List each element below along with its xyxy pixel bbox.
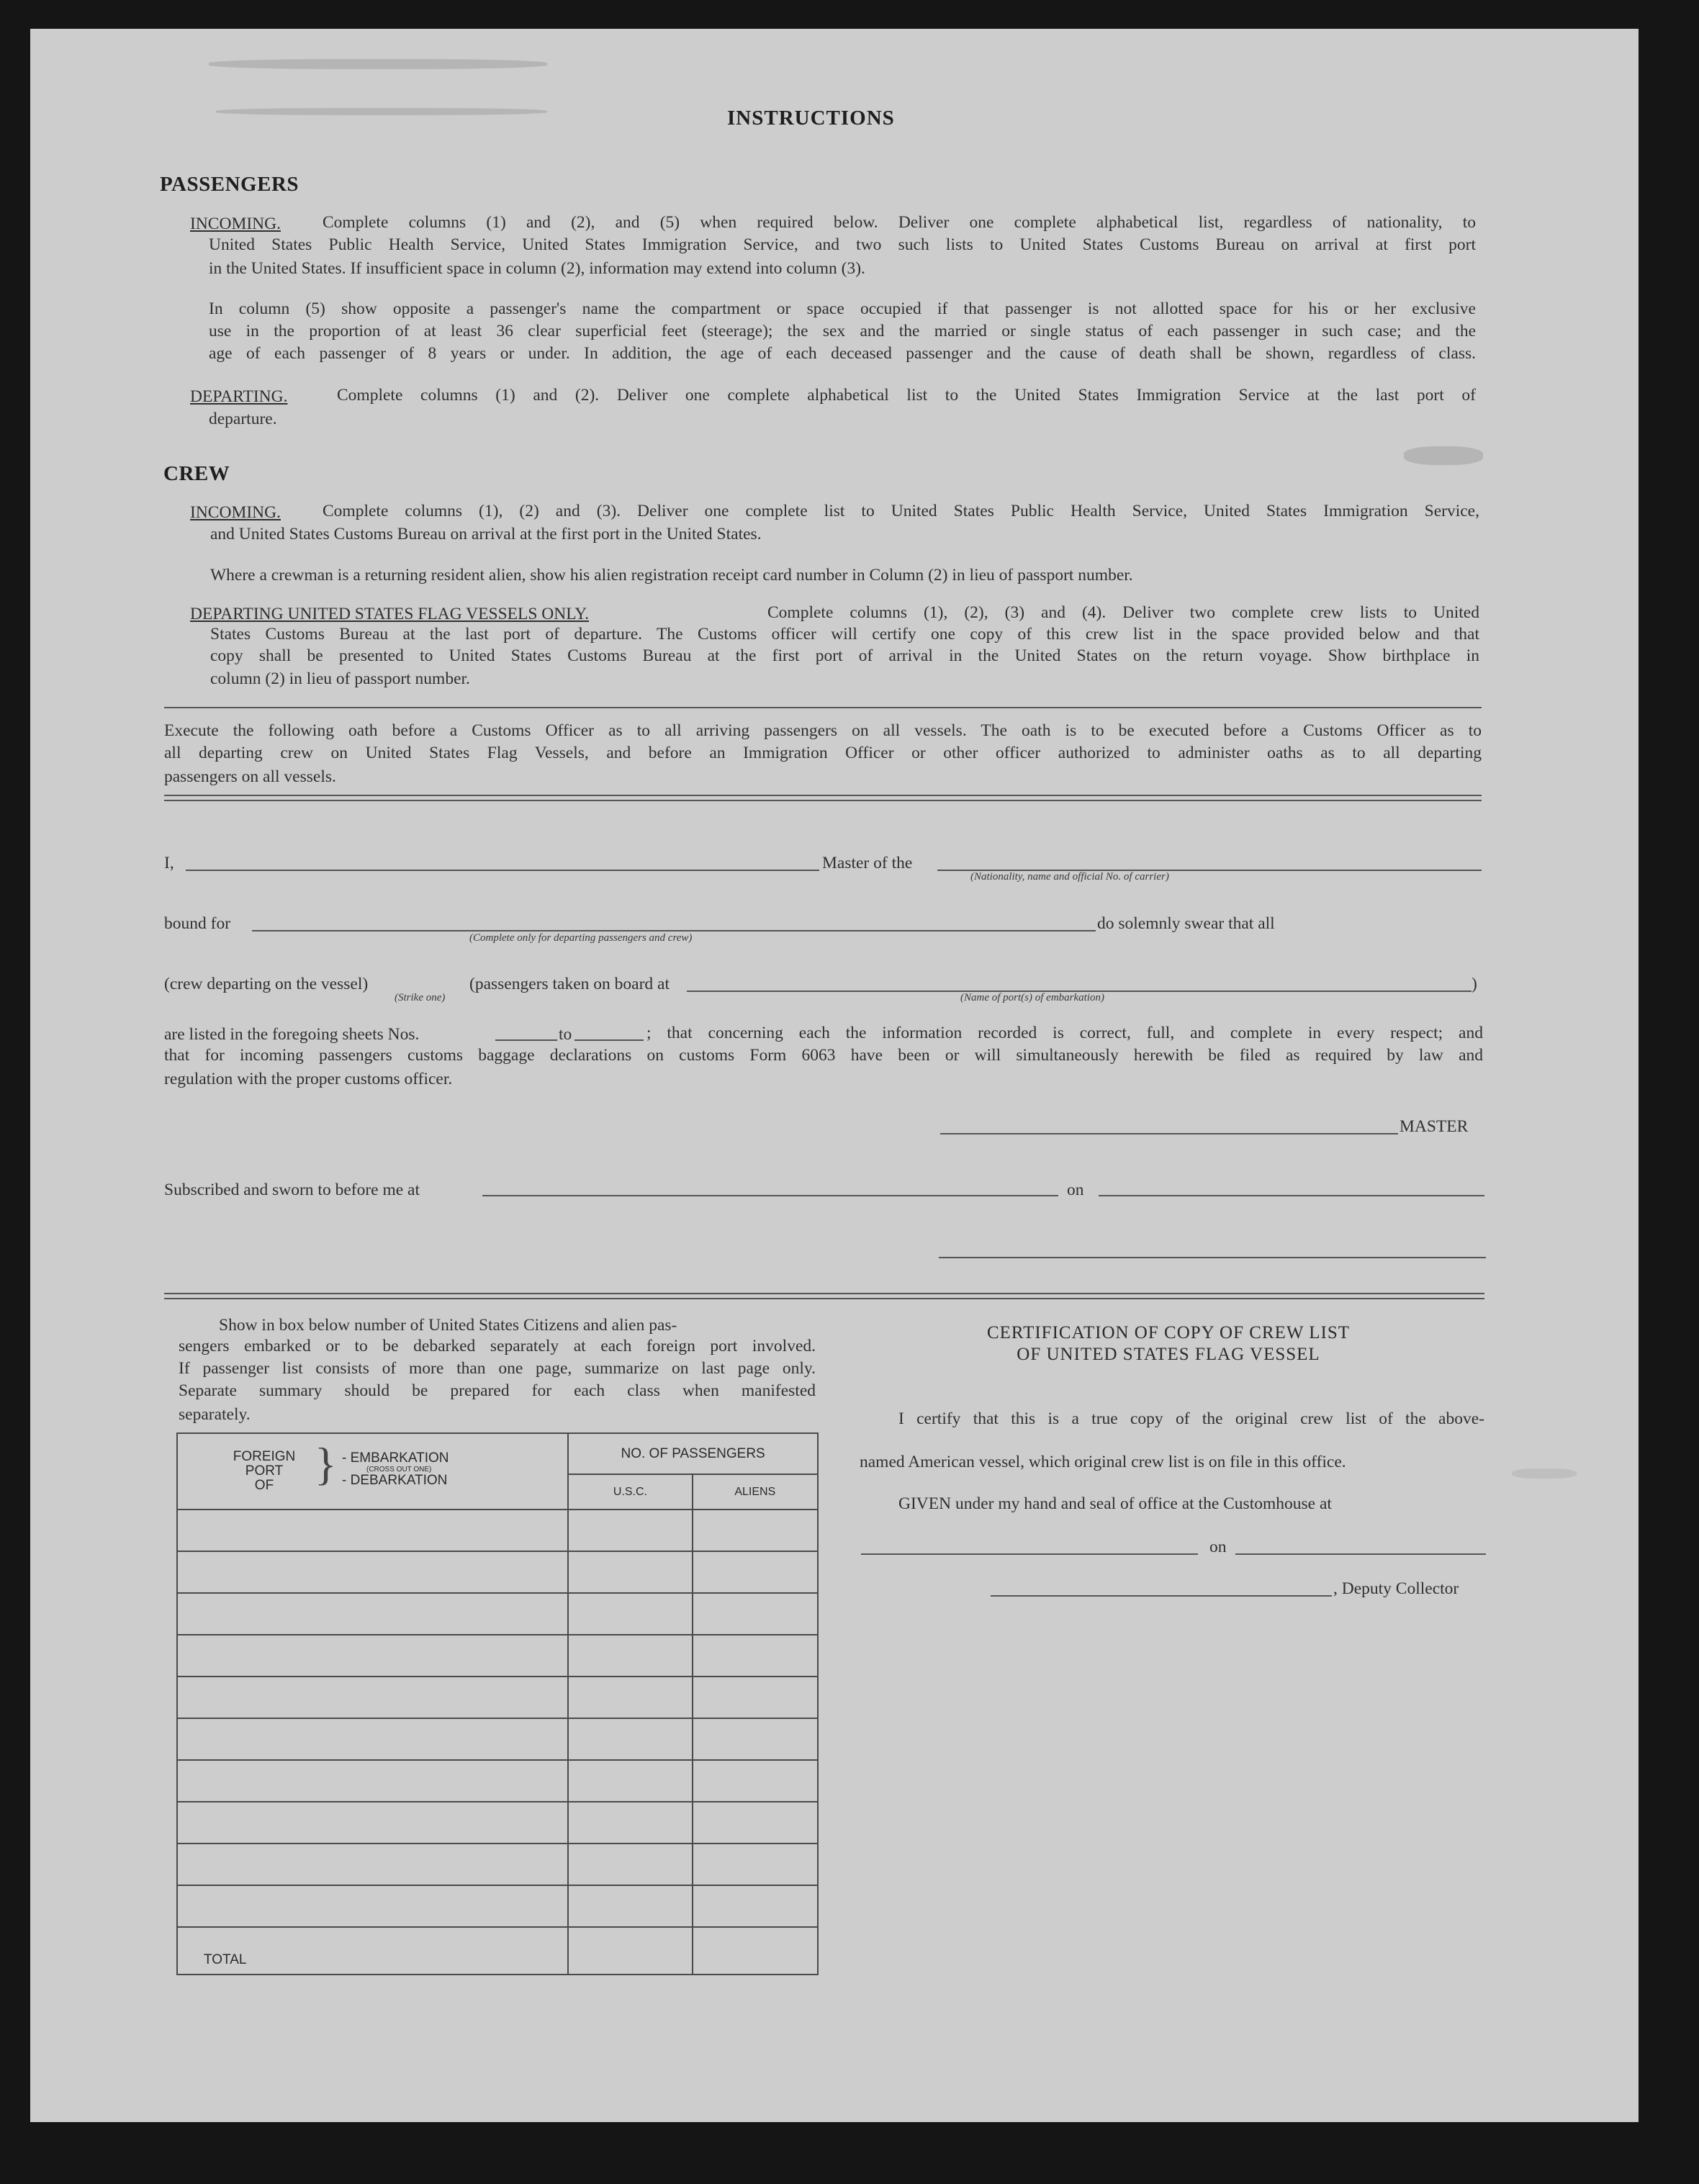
usc-cell[interactable] [568,1593,692,1635]
aliens-cell[interactable] [693,1885,818,1927]
aliens-cell[interactable] [693,1802,818,1844]
sheet-to-field[interactable] [574,1039,644,1041]
sworn-on-label: on [1067,1181,1084,1199]
bound-for-field[interactable] [252,930,1096,931]
crew-departing-line: copy shall be presented to United States Customs Bureau at the first port of arrival in the United States on the return voyage. Show birthplace in [210,646,1479,665]
deputy-collector-label: , Deputy Collector [1333,1579,1459,1598]
passengers-incoming-line: United States Public Health Service, United States Immigration Service, and two such lists to United States Customs Bureau on arrival at first port [209,235,1476,254]
box-instructions-line: Show in box below number of United States Citizens and alien pas- [219,1316,677,1335]
crew-resident-line: Where a crewman is a returning resident alien, show his alien registration receipt card number in Column (2) in lieu of passport number. [210,566,1133,585]
passengers-incoming-line: in the United States. If insufficient space in column (2), information may extend into column (3). [209,259,865,278]
table-row [177,1510,818,1551]
oath-instructions-line: passengers on all vessels. [164,767,336,786]
passengers-departing-line: Complete columns (1) and (2). Deliver one complete alphabetical list to the United States Immigration Service at the last port of [337,386,1476,405]
aliens-cell[interactable] [693,1760,818,1802]
double-divider [164,1293,1484,1299]
aliens-total-cell[interactable] [693,1927,818,1975]
aliens-cell[interactable] [693,1844,818,1885]
usc-cell[interactable] [568,1551,692,1593]
aliens-cell[interactable] [693,1635,818,1677]
usc-cell[interactable] [568,1802,692,1844]
port-cell[interactable] [177,1593,568,1635]
crew-incoming-line: and United States Customs Bureau on arrival at the first port in the United States. [210,525,762,543]
sworn-date-field[interactable] [1099,1195,1484,1196]
oath-line: that for incoming passengers customs baggage declarations on customs Form 6063 have been or will simultaneously herewith be filed as required by law and [164,1046,1483,1065]
subscribed-label: Subscribed and sworn to before me at [164,1181,420,1199]
sworn-at-field[interactable] [482,1195,1058,1196]
port-label: PORT [245,1463,284,1479]
passengers-incoming-line: Complete columns (1) and (2), and (5) when required below. Deliver one complete alphabetical list, regardless of nationality, to [323,213,1476,232]
brace-icon: } [315,1438,337,1489]
embarkation-label[interactable]: - EMBARKATION [342,1450,449,1466]
of-label: OF [254,1478,274,1493]
total-row [177,1927,818,1975]
embarkation-caption: (Name of port(s) of embarkation) [960,992,1104,1003]
usc-cell[interactable] [568,1510,692,1551]
certification-date-field[interactable] [1235,1553,1486,1555]
box-instructions-line: Separate summary should be prepared for each class when manifested [179,1381,816,1400]
customhouse-field[interactable] [861,1553,1198,1555]
port-cell[interactable] [177,1760,568,1802]
usc-cell[interactable] [568,1844,692,1885]
bleed-through-mark [1404,446,1483,465]
port-cell[interactable] [177,1885,568,1927]
table-row [177,1551,818,1593]
passengers-incoming-label: INCOMING. [190,215,281,233]
crew-departing-line: States Customs Bureau at the last port of departure. The Customs officer will certify one copy of this crew list in the space provided below and that [210,625,1479,644]
aliens-cell[interactable] [693,1510,818,1551]
oath-instructions-line: all departing crew on United States Flag Vessels, and before an Immigration Officer or other officer authorized to administer oaths as to all departing [164,744,1482,762]
sheets-prefix: are listed in the foregoing sheets Nos. [164,1025,420,1044]
sheet-from-field[interactable] [495,1039,557,1041]
port-cell[interactable] [177,1677,568,1718]
crew-incoming-label: INCOMING. [190,503,281,522]
master-name-field[interactable] [186,870,819,871]
usc-cell[interactable] [568,1718,692,1760]
sheets-rest: ; that concerning each the information recorded is correct, full, and complete in every respect; and [646,1024,1483,1042]
crew-heading: CREW [163,462,230,485]
usc-total-cell[interactable] [568,1927,692,1975]
port-cell[interactable] [177,1635,568,1677]
column5-line: age of each passenger of 8 years or under. In addition, the age of each deceased passenger and the cause of death shall be shown, regardless of class. [209,344,1476,363]
double-divider [164,795,1482,801]
master-label: MASTER [1400,1117,1469,1136]
debarkation-label[interactable]: - DEBARKATION [342,1473,448,1488]
oath-line: regulation with the proper customs officer. [164,1070,453,1088]
strike-one-caption: (Strike one) [395,992,446,1003]
usc-cell[interactable] [568,1677,692,1718]
usc-header: U.S.C. [568,1474,692,1510]
master-of-the-label: Master of the [822,854,913,872]
usc-cell[interactable] [568,1760,692,1802]
swear-text: do solemnly swear that all [1097,914,1275,933]
port-cell[interactable] [177,1510,568,1551]
port-header-cell [177,1433,568,1510]
crew-incoming-line: Complete columns (1), (2) and (3). Deliver one complete list to United States Public Health Service, United States Immigration Service, [323,502,1479,520]
bound-for-label: bound for [164,914,231,933]
deputy-signature-field[interactable] [991,1595,1332,1597]
table-row [177,1760,818,1802]
port-cell[interactable] [177,1844,568,1885]
aliens-cell[interactable] [693,1718,818,1760]
aliens-cell[interactable] [693,1593,818,1635]
crew-departing-option[interactable]: (crew departing on the vessel) [164,975,369,993]
carrier-caption: (Nationality, name and official No. of carrier) [970,871,1169,883]
table-row [177,1635,818,1677]
passengers-heading: PASSENGERS [160,173,299,196]
passengers-departing-line: departure. [209,410,277,428]
certification-heading-1: CERTIFICATION OF COPY OF CREW LIST [986,1323,1351,1343]
foreign-label: FOREIGN [233,1449,296,1464]
usc-cell[interactable] [568,1885,692,1927]
no-of-passengers-header: NO. OF PASSENGERS [568,1433,818,1474]
certification-heading-2: OF UNITED STATES FLAG VESSEL [1017,1345,1320,1364]
total-label: TOTAL [177,1927,568,1975]
close-paren: ) [1472,975,1477,993]
table-row [177,1677,818,1718]
oath-i: I, [164,854,174,872]
bleed-through-mark [1512,1468,1577,1479]
certification-line: GIVEN under my hand and seal of office at the Customhouse at [898,1494,1332,1513]
officer-signature-field[interactable] [939,1257,1486,1258]
bleed-through-mark [216,108,547,115]
box-instructions-line: If passenger list consists of more than one page, summarize on last page only. [179,1359,816,1378]
table-row [177,1802,818,1844]
passenger-summary-table [176,1432,819,1975]
box-instructions-line: separately. [179,1405,251,1424]
certification-line: named American vessel, which original crew list is on file in this office. [860,1453,1346,1471]
column5-line: In column (5) show opposite a passenger's name the compartment or space occupied if that passenger is not allotted space for his or her exclusive [209,299,1476,318]
passengers-taken-option[interactable]: (passengers taken on board at [469,975,670,993]
crew-departing-label: DEPARTING UNITED STATES FLAG VESSELS ONLY. [190,605,590,623]
port-cell[interactable] [177,1551,568,1593]
aliens-cell[interactable] [693,1551,818,1593]
table-row [177,1718,818,1760]
sheets-to: to [559,1025,572,1044]
divider [164,707,1482,708]
bleed-through-mark [209,59,547,69]
certification-line: I certify that this is a true copy of the original crew list of the above- [898,1409,1484,1428]
oath-instructions-line: Execute the following oath before a Customs Officer as to all arriving passengers on all vessels. The oath is to be executed before a Customs Officer as to [164,721,1482,740]
passengers-departing-label: DEPARTING. [190,387,288,406]
table-row [177,1844,818,1885]
aliens-header: ALIENS [693,1474,818,1510]
port-cell[interactable] [177,1802,568,1844]
table-row [177,1593,818,1635]
column5-line: use in the proportion of at least 36 clear superficial feet (steerage); the sex and the married or single status of each passenger in such case; and the [209,322,1476,340]
table-row [177,1885,818,1927]
bound-for-caption: (Complete only for departing passengers and crew) [469,932,693,944]
crew-departing-line: Complete columns (1), (2), (3) and (4). Deliver two complete crew lists to United [767,603,1479,622]
cross-out-label: (CROSS OUT ONE) [366,1466,432,1474]
box-instructions-line: sengers embarked or to be debarked separately at each foreign port involved. [179,1337,816,1355]
port-cell[interactable] [177,1718,568,1760]
certification-on-label: on [1209,1538,1227,1556]
page-title: INSTRUCTIONS [727,107,895,130]
master-signature-field[interactable] [940,1133,1398,1134]
crew-departing-line: column (2) in lieu of passport number. [210,669,470,688]
aliens-cell[interactable] [693,1677,818,1718]
usc-cell[interactable] [568,1635,692,1677]
